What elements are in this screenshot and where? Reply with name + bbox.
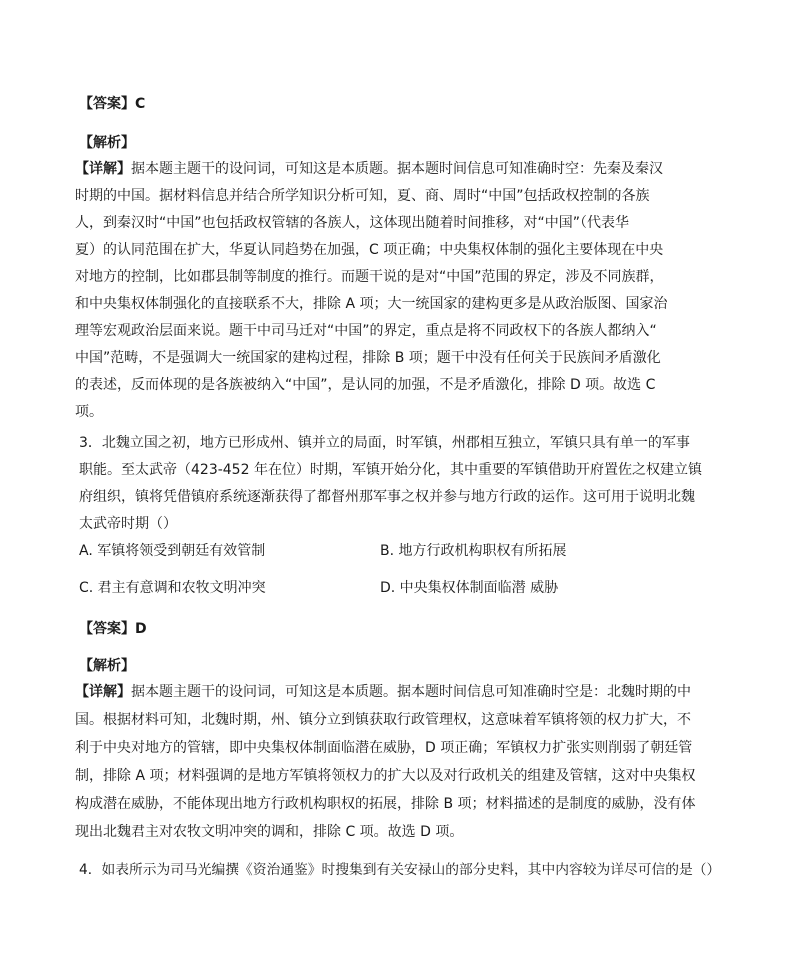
analysis-text: 据本题主题干的设问词，可知这是本质题。据本题时间信息可知准确时空是：北魏时期的中 xyxy=(131,684,691,700)
detail-label: 【详解】 xyxy=(75,161,131,177)
option-c: C. 君主有意调和农牧文明冲突 xyxy=(79,580,266,596)
analysis-text-line: 人，到秦汉时“中国”也包括政权管辖的各族人，这体现出随着时间推移，对“中国”（代表华 xyxy=(75,215,630,231)
analysis-label: 【解析】 xyxy=(79,135,135,151)
analysis-text-line: 中国”范畴，不是强调大一统国家的建构过程，排除 B 项；题干中没有任何关于民族间矛盾激化 xyxy=(75,350,661,366)
question-stem-line: 职能。至太武帝（423-452 年在位）时期，军镇开始分化，其中重要的军镇借助开府置佐之权建立镇 xyxy=(79,462,702,478)
analysis-text-line: 国。根据材料可知，北魏时期，州、镇分立到镇获取行政管理权，这意味着军镇将领的权力扩大，不 xyxy=(75,712,691,728)
analysis-text-line: 的表述，反而体现的是各族被纳入“中国”，是认同的加强，不是矛盾激化，排除 D 项。故选 C xyxy=(75,377,656,393)
answer-line xyxy=(79,94,145,114)
analysis-text: 据本题主题干的设问词，可知这是本质题。据本题时间信息可知准确时空：先秦及秦汉 xyxy=(131,161,663,177)
analysis-text-line: 和中央集权体制强化的直接联系不大，排除 A 项；大一统国家的建构更多是从政治版图、国家治 xyxy=(75,296,668,312)
option-b: B. 地方行政机构职权有所拓展 xyxy=(380,543,567,559)
detail-label: 【详解】 xyxy=(75,684,131,700)
analysis-text-line: 项。 xyxy=(75,404,103,420)
answer-value: D xyxy=(135,621,147,637)
answer-line xyxy=(79,619,147,639)
answer-value: C xyxy=(135,96,146,112)
analysis-text-line: 现出北魏君主对农牧文明冲突的调和，排除 C 项。故选 D 项。 xyxy=(75,824,464,840)
analysis-text-line: 理等宏观政治层面来说。题干中司马迁对“中国”的界定，重点是将不同政权下的各族人都纳入“ xyxy=(75,323,657,339)
analysis-text-line: 构成潜在威胁，不能体现出地方行政机构职权的拓展，排除 B 项；材料描述的是制度的威胁，没有体 xyxy=(75,796,696,812)
question-stem-line: 太武帝时期（） xyxy=(79,516,177,532)
option-a: A. 军镇将领受到朝廷有效管制 xyxy=(79,543,266,559)
analysis-text-line: 制，排除 A 项；材料强调的是地方军镇将领权力的扩大以及对行政机关的组建及管辖，这对中央集权 xyxy=(75,768,696,784)
analysis-text-line xyxy=(75,159,663,179)
analysis-text-line: 夏）的认同范围在扩大，华夏认同趋势在加强，C 项正确；中央集权体制的强化主要体现在中央 xyxy=(75,242,664,258)
analysis-text-line: 时期的中国。据材料信息并结合所学知识分析可知，夏、商、周时“中国”包括政权控制的各族 xyxy=(75,188,650,204)
answer-label: 【答案】 xyxy=(79,96,135,112)
analysis-text-line xyxy=(75,682,691,702)
question-stem-line: 3．北魏立国之初，地方已形成州、镇并立的局面，时军镇，州郡相互独立，军镇只具有单一的军事 xyxy=(79,435,690,451)
answer-label: 【答案】 xyxy=(79,621,135,637)
analysis-label: 【解析】 xyxy=(79,658,135,674)
analysis-text-line: 对地方的控制，比如郡县制等制度的推行。而题干说的是对“中国”范围的界定，涉及不同族群， xyxy=(75,269,664,285)
option-d: D. 中央集权体制面临潜 威胁 xyxy=(380,580,559,596)
question-stem-line: 4．如表所示为司马光编撰《资治通鉴》时搜集到有关安禄山的部分史料，其中内容较为详尽可信的是（） xyxy=(79,862,721,878)
question-stem-line: 府组织，镇将凭借镇府系统逐渐获得了都督州那军事之权并参与地方行政的运作。这可用于说明北魏 xyxy=(79,489,695,505)
analysis-text-line: 利于中央对地方的管辖，即中央集权体制面临潜在威胁，D 项正确；军镇权力扩张实则削弱了朝廷管 xyxy=(75,740,693,756)
